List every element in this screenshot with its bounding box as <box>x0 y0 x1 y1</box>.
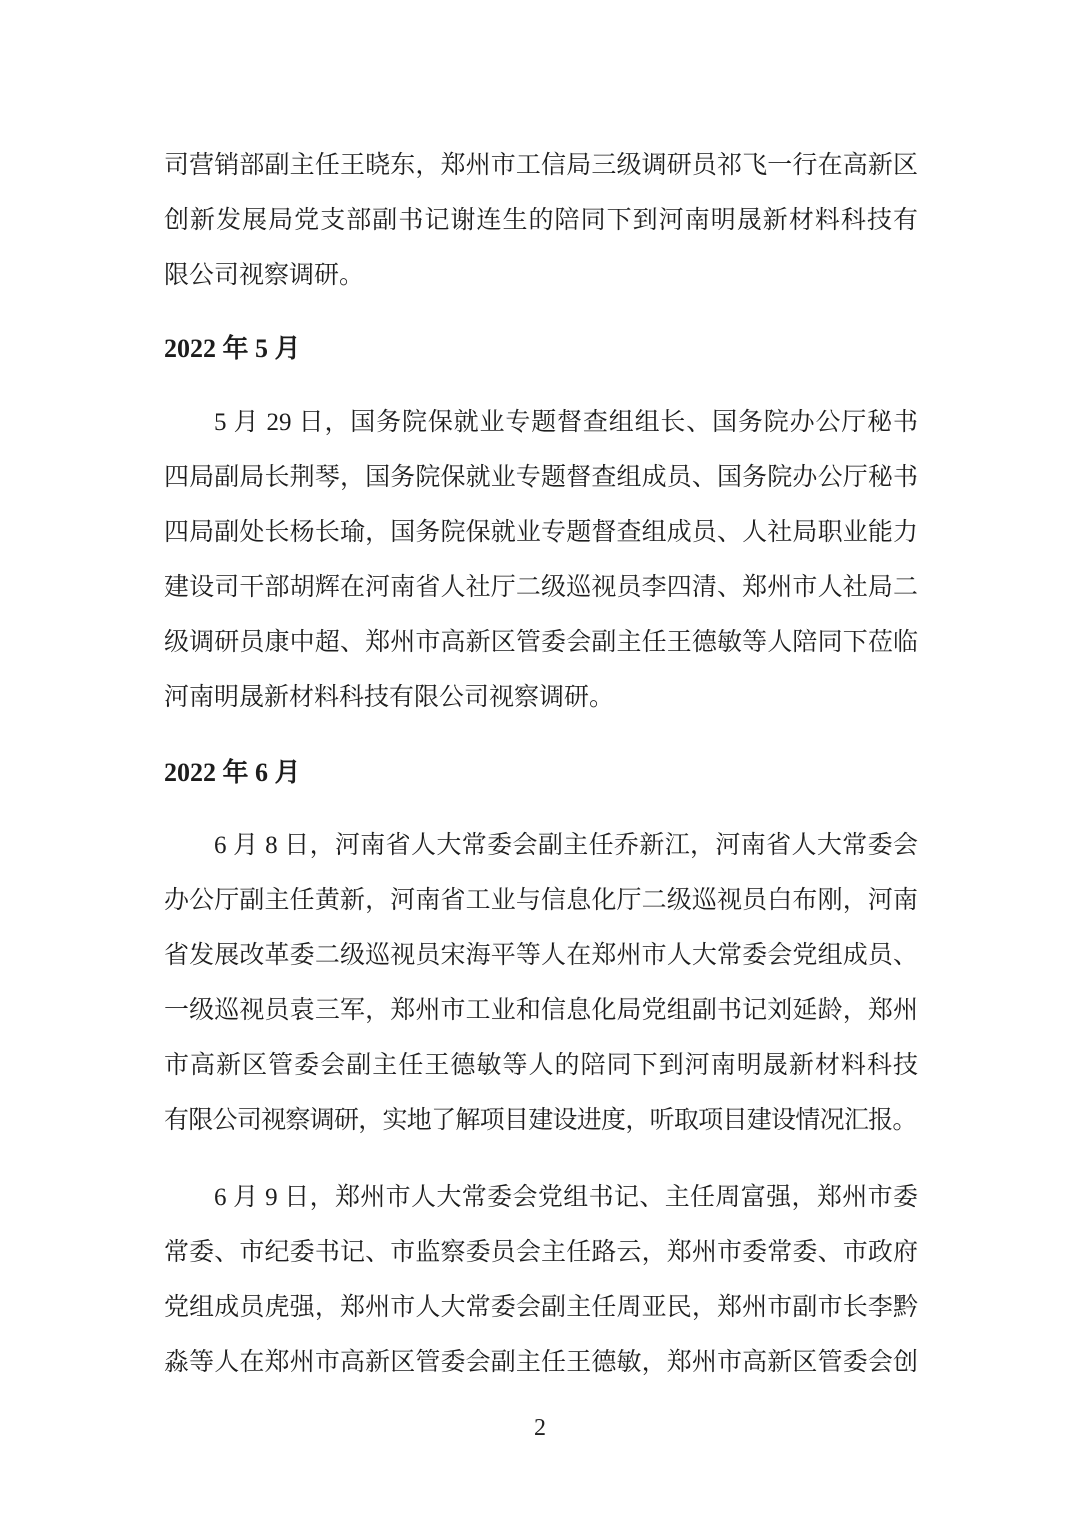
text-line: 市高新区管委会副主任王德敏等人的陪同下到河南明晟新材料科技 <box>164 1052 918 1079</box>
text-line: 创新发展局党支部副书记谢连生的陪同下到河南明晟新材料科技有 <box>164 207 918 234</box>
paragraph <box>164 395 918 725</box>
text-line: 常委、市纪委书记、市监察委员会主任路云，郑州市委常委、市政府 <box>164 1239 918 1266</box>
text-line: 6 月 9 日，郑州市人大常委会党组书记、主任周富强，郑州市委 <box>214 1184 918 1211</box>
paragraph <box>164 1170 918 1390</box>
text-line: 河南明晟新材料科技有限公司视察调研。 <box>164 684 615 711</box>
text-line: 党组成员虎强，郑州市人大常委会副主任周亚民，郑州市副市长李黔 <box>164 1294 918 1321</box>
text-line: 建设司干部胡辉在河南省人社厅二级巡视员李四清、郑州市人社局二 <box>164 574 918 601</box>
text-line: 一级巡视员袁三军，郑州市工业和信息化局党组副书记刘延龄，郑州 <box>164 997 918 1024</box>
text-line: 限公司视察调研。 <box>164 262 365 289</box>
text-line: 四局副局长荆琴，国务院保就业专题督查组成员、国务院办公厅秘书 <box>164 464 918 491</box>
document-body <box>164 138 918 1390</box>
text-line: 级调研员康中超、郑州市高新区管委会副主任王德敏等人陪同下莅临 <box>164 629 918 656</box>
text-line: 5 月 29 日，国务院保就业专题督查组组长、国务院办公厅秘书 <box>214 409 918 436</box>
paragraph <box>164 818 918 1148</box>
text-line: 6 月 8 日，河南省人大常委会副主任乔新江，河南省人大常委会 <box>214 832 918 859</box>
page-number: 2 <box>534 1415 546 1441</box>
text-line: 省发展改革委二级巡视员宋海平等人在郑州市人大常委会党组成员、 <box>164 942 918 969</box>
text-line: 有限公司视察调研，实地了解项目建设进度，听取项目建设情况汇报。 <box>164 1107 917 1134</box>
text-line: 四局副处长杨长瑜，国务院保就业专题督查组成员、人社局职业能力 <box>164 519 918 546</box>
section-heading: 2022 年 6 月 <box>164 758 301 787</box>
paragraph <box>164 138 918 303</box>
text-line: 办公厅副主任黄新，河南省工业与信息化厅二级巡视员白布刚，河南 <box>164 887 918 914</box>
text-line: 司营销部副主任王晓东，郑州市工信局三级调研员祁飞一行在高新区 <box>164 152 918 179</box>
text-line: 淼等人在郑州市高新区管委会副主任王德敏，郑州市高新区管委会创 <box>164 1349 918 1376</box>
section-heading: 2022 年 5 月 <box>164 334 301 363</box>
